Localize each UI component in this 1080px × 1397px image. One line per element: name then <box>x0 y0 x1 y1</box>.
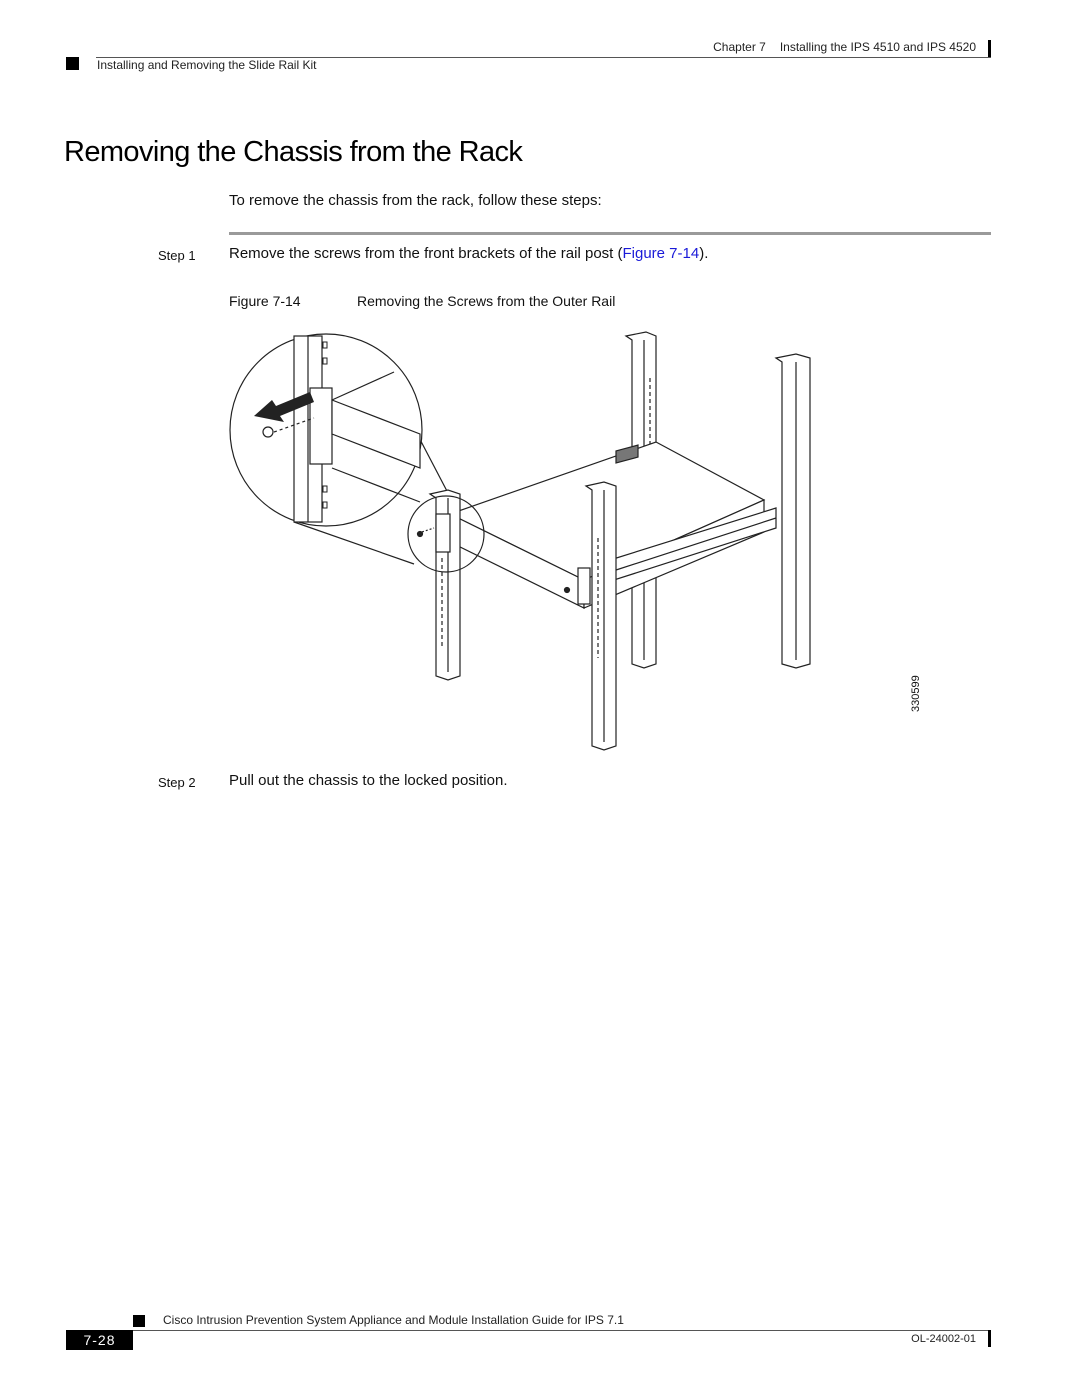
footer-bar-mark <box>988 1330 991 1347</box>
figure-caption-text: Removing the Screws from the Outer Rail <box>357 293 616 309</box>
page-number: 7-28 <box>66 1330 133 1350</box>
step-1-label: Step 1 <box>158 248 196 263</box>
doc-number: OL-24002-01 <box>911 1333 976 1345</box>
step-rule <box>229 232 991 235</box>
step-2-label: Step 2 <box>158 775 196 790</box>
small-screw <box>418 532 423 537</box>
chapter-label: Chapter 7 <box>713 40 766 54</box>
intro-text: To remove the chassis from the rack, follow these steps: <box>229 192 602 209</box>
running-header-section: Installing and Removing the Slide Rail Kit <box>97 58 317 72</box>
magnified-callout <box>230 334 422 526</box>
step-1-text <box>229 245 708 262</box>
small-screw-right <box>565 588 570 593</box>
page-title: Removing the Chassis from the Rack <box>64 136 523 168</box>
figure-link[interactable]: Figure 7-14 <box>622 245 700 262</box>
step-1-text-before: Remove the screws from the front brackets of the rail post ( <box>229 245 623 262</box>
running-header-chapter <box>713 40 976 54</box>
figure-caption <box>229 293 615 309</box>
footer-rule <box>133 1330 991 1331</box>
callout-line-bottom <box>294 522 414 564</box>
header-square-mark <box>66 57 79 70</box>
rack-rail-illustration <box>224 318 824 758</box>
chapter-title: Installing the IPS 4510 and IPS 4520 <box>779 40 976 54</box>
footer-guide-title: Cisco Intrusion Prevention System Appliance and Module Installation Guide for IPS 7.1 <box>163 1313 624 1327</box>
footer-square-mark <box>133 1315 145 1327</box>
step-1-text-after: ). <box>699 245 709 262</box>
figure-id: 330599 <box>910 675 922 712</box>
back-right-post <box>776 354 810 668</box>
step-2-text: Pull out the chassis to the locked position. <box>229 772 508 789</box>
header-bar-mark <box>988 40 991 57</box>
figure-number: Figure 7-14 <box>229 293 301 309</box>
front-left-post <box>430 490 460 680</box>
